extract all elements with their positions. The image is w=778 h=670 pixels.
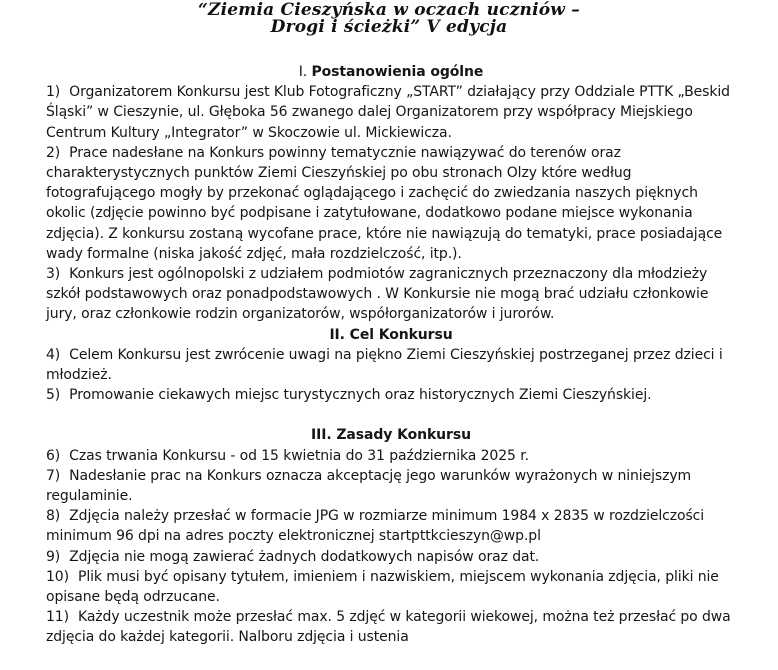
section-spacer	[46, 405, 736, 425]
item-text: Konkurs jest ogólnopolski z udziałem podmiotów zagranicznych przeznaczony dla młodzieży szkół podstawowych oraz ponadpodstawowych . W Konkursie nie mogą brać udziału członkowie jury, oraz członkowie rodzin organizatorów, współorganizatorów i jurorów.	[46, 266, 709, 323]
item-number: 10)	[46, 568, 69, 585]
regulations-body	[46, 62, 736, 648]
item-text: Nadesłanie prac na Konkurs oznacza akceptację jego warunków wyrażonych w niniejszym regulaminie.	[46, 467, 692, 505]
item-number: 2)	[46, 144, 61, 161]
item-number: 3)	[46, 266, 61, 283]
item-number: 7)	[46, 467, 61, 484]
section-heading-text: III. Zasady Konkursu	[311, 427, 471, 444]
regulation-item	[46, 607, 736, 647]
section-heading-text: Postanowienia ogólne	[311, 64, 484, 80]
item-text: Każdy uczestnik może przesłać max. 5 zdjęć w kategorii wiekowej, można też przesłać po dwa zdjęcia do każdej kategorii. Nalboru zdjęcia i ustenia	[46, 609, 731, 646]
regulation-item	[46, 385, 736, 405]
item-number: 4)	[46, 346, 61, 363]
regulation-item	[46, 446, 736, 466]
item-text: Organizatorem Konkursu jest Klub Fotograficzny „START” działający przy Oddziale PTTK „Beskid Śląski” w Cieszynie, ul. Głęboka 56 zwanego dalej Organizatorem przy współpracy Miejskiego Centrum Kultury „Integrator” w Skoczowie ul. Mickiewicza.	[46, 84, 730, 141]
item-text: Promowanie ciekawych miejsc turystycznych oraz historycznych Ziemi Cieszyńskiej.	[69, 387, 652, 404]
section-heading-goal	[46, 325, 736, 345]
item-text: Plik musi być opisany tytułem, imieniem i nazwiskiem, miejscem wykonania zdjęcia, pliki nie opisane będą odrzucane.	[46, 568, 719, 606]
document-title-line-1: “Ziemia Cieszyńska w oczach uczniów –	[198, 0, 580, 20]
regulation-item	[46, 143, 736, 264]
document-title-line-2: Drogi i ścieżki” V edycja	[270, 17, 508, 37]
regulation-item	[46, 466, 736, 506]
regulation-item	[46, 506, 736, 546]
item-number: 11)	[46, 609, 69, 626]
item-number: 6)	[46, 447, 61, 464]
section-heading-rules	[46, 425, 736, 445]
regulation-item	[46, 547, 736, 567]
item-text: Celem Konkursu jest zwrócenie uwagi na piękno Ziemi Cieszyńskiej postrzeganej przez dzieci i młodzież.	[46, 346, 723, 384]
regulation-item	[46, 345, 736, 385]
item-text: Zdjęcia nie mogą zawierać żadnych dodatkowych napisów oraz dat.	[69, 548, 540, 565]
item-text: Czas trwania Konkursu - od 15 kwietnia do 31 października 2025 r.	[69, 447, 529, 464]
item-number: 1)	[46, 84, 61, 101]
section-heading-general-provisions	[46, 62, 736, 82]
item-number: 5)	[46, 387, 61, 404]
item-number: 9)	[46, 548, 61, 565]
item-number: 8)	[46, 508, 61, 525]
regulation-item	[46, 264, 736, 325]
regulation-item	[46, 82, 736, 143]
regulation-item	[46, 567, 736, 607]
section-numeral: I.	[298, 64, 308, 80]
section-heading-text: II. Cel Konkursu	[329, 326, 453, 343]
item-text: Zdjęcia należy przesłać w formacie JPG w rozmiarze minimum 1984 x 2835 w rozdzielczości minimum 96 dpi na adres poczty elektronicznej startpttkcieszyn@wp.pl	[46, 508, 705, 545]
item-text: Prace nadesłane na Konkurs powinny tematycznie nawiązywać do terenów oraz charakterystycznych punktów Ziemi Cieszyńskiej po obu stronach Olzy które według fotografującego mogły by przekonać oglądającego i zachęcić do zwiedzania naszych pięknych okolic (zdjęcie powinno być podpisane i zatytułowane, dodatkowo podane miejsce wykonania zdjęcia). Z konkursu zostaną wycofane prace, które nie nawiązują do tematyki, prace posiadające wady formalne (niska jakość zdjęć, mała rozdzielczość, itp.).	[46, 144, 723, 262]
